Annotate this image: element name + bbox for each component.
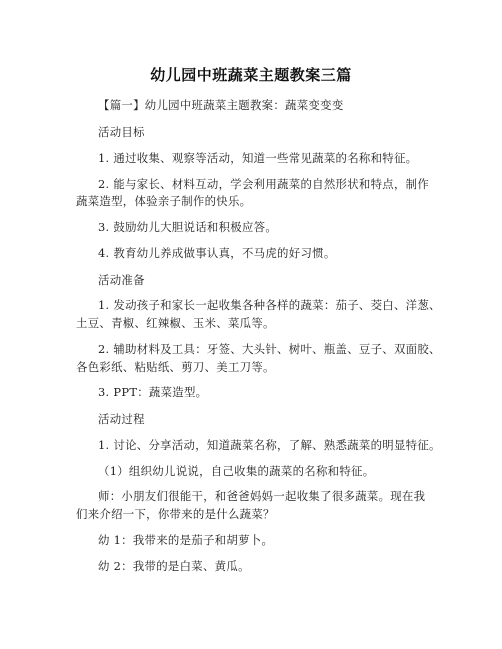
paragraph-line: 土豆、青椒、红辣椒、玉米、菜瓜等。	[76, 316, 275, 330]
subheading-preparation: 活动准备	[98, 273, 145, 287]
paragraph-line: 3. 鼓励幼儿大胆说话和积极应答。	[98, 220, 278, 234]
paragraph-line: 师：小朋友们很能干，和爸爸妈妈一起收集了很多蔬菜。现在我	[98, 489, 426, 503]
paragraph-line: 们来介绍一下，你带来的是什么蔬菜？	[76, 507, 275, 521]
paragraph-line: 1. 讨论、分享活动，知道蔬菜名称，了解、熟悉蔬菜的明显特征。	[98, 438, 441, 452]
paragraph-line: （1）组织幼儿说说，自己收集的蔬菜的名称和特征。	[98, 464, 375, 478]
paragraph-line: 蔬菜造型，体验亲子制作的快乐。	[76, 194, 252, 208]
paragraph-line: 2. 辅助材料及工具：牙签、大头针、树叶、瓶盖、豆子、双面胶、	[98, 342, 441, 356]
paragraph-line: 3. PPT：蔬菜造型。	[98, 385, 208, 399]
paragraph-line: 2. 能与家长、材料互动，学会利用蔬菜的自然形状和特点，制作	[98, 177, 430, 191]
subheading-objectives: 活动目标	[98, 125, 145, 139]
document-title: 幼儿园中班蔬菜主题教案三篇	[150, 66, 352, 84]
section-heading-part-one: 【篇一】幼儿园中班蔬菜主题教案：蔬菜变变变	[98, 98, 344, 112]
paragraph-line: 幼 1：我带来的是茄子和胡萝卜。	[98, 533, 274, 547]
paragraph-line: 1. 发动孩子和家长一起收集各种各样的蔬菜：茄子、茭白、洋葱、	[98, 298, 441, 312]
paragraph-line: 幼 2：我带的是白菜、黄瓜。	[98, 559, 250, 573]
paragraph-line: 1. 通过收集、观察等活动，知道一些常见蔬菜的名称和特征。	[98, 151, 418, 165]
subheading-process: 活动过程	[98, 412, 145, 426]
paragraph-line: 各色彩纸、粘贴纸、剪刀、美工刀等。	[76, 360, 275, 374]
paragraph-line: 4. 教育幼儿养成做事认真，不马虎的好习惯。	[98, 246, 336, 260]
